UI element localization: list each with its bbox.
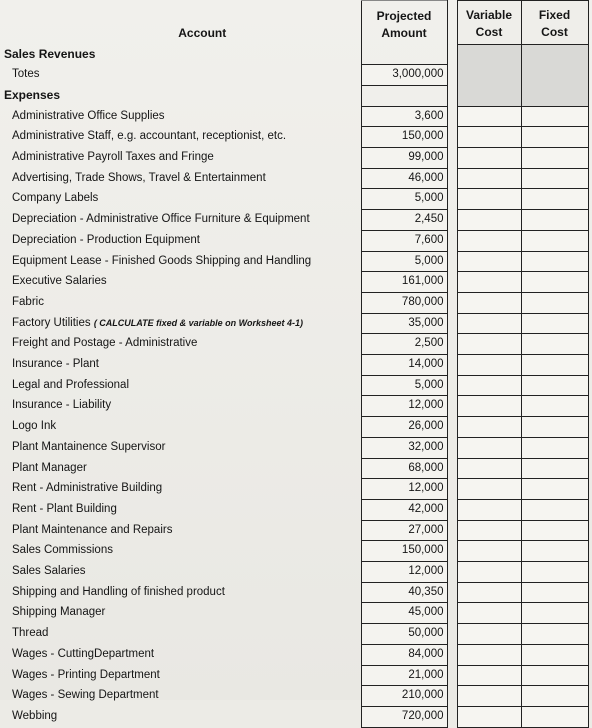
amount-cell[interactable]: 12,000 [361, 562, 447, 583]
fixed-cost-input[interactable] [521, 624, 588, 645]
fixed-cost-input[interactable] [521, 168, 588, 189]
fixed-cost-input[interactable] [521, 251, 588, 272]
fixed-cost-input[interactable] [521, 272, 588, 293]
fixed-cost-input[interactable] [521, 355, 588, 376]
amount-cell[interactable]: 45,000 [361, 603, 447, 624]
amount-cell[interactable]: 720,000 [361, 706, 447, 727]
variable-cost-input[interactable] [457, 189, 521, 210]
table-row [4, 168, 588, 189]
table-row [4, 65, 588, 86]
projected-header-line1: Projected [376, 8, 432, 23]
variable-cost-input[interactable] [457, 624, 521, 645]
spacer [447, 603, 457, 624]
account-text: Equipment Lease - Finished Goods Shipping and Handling [12, 254, 312, 267]
fixed-cost-input[interactable] [521, 665, 588, 686]
variable-cost-input[interactable] [457, 520, 521, 541]
account-label [4, 665, 361, 686]
spacer [447, 458, 457, 479]
account-text: Legal and Professional [12, 378, 129, 391]
spacer [447, 686, 457, 707]
account-label [4, 458, 361, 479]
variable-cost-input[interactable] [457, 168, 521, 189]
account-label [4, 189, 361, 210]
account-label [4, 582, 361, 603]
fixed-cost-input[interactable] [521, 230, 588, 251]
variable-cost-input[interactable] [457, 582, 521, 603]
amount-cell[interactable]: 161,000 [361, 272, 447, 293]
account-label [4, 127, 361, 148]
account-text: Logo Ink [12, 420, 57, 433]
section-label-sales: Sales Revenues [4, 46, 96, 61]
account-label [4, 706, 361, 727]
account-label [4, 603, 361, 624]
amount-cell[interactable]: 35,000 [361, 313, 447, 334]
fixed-cost-input[interactable] [521, 147, 588, 168]
variable-cost-input[interactable] [457, 396, 521, 417]
variable-cost-input[interactable] [457, 334, 521, 355]
spacer [447, 1, 457, 45]
fixed-cost-input[interactable] [521, 313, 588, 334]
account-text: Rent - Administrative Building [12, 482, 163, 495]
account-text: Sales Commissions [12, 544, 113, 557]
table-row [4, 375, 588, 396]
amount-cell[interactable]: 780,000 [361, 292, 447, 313]
section-label-expenses: Expenses [4, 87, 61, 102]
fixed-cost-input[interactable] [521, 479, 588, 500]
account-text: Shipping and Handling of finished product [12, 585, 225, 598]
amount-empty [361, 85, 447, 106]
amount-cell[interactable]: 5,000 [361, 251, 447, 272]
variable-shaded [457, 85, 521, 106]
amount-cell[interactable]: 150,000 [361, 541, 447, 562]
account-label [4, 541, 361, 562]
amount-cell[interactable]: 42,000 [361, 499, 447, 520]
amount-cell[interactable]: 40,350 [361, 582, 447, 603]
fixed-cost-input[interactable] [521, 644, 588, 665]
account-text: Sales Salaries [12, 565, 86, 578]
amount-cell[interactable]: 84,000 [361, 644, 447, 665]
variable-cost-input[interactable] [457, 603, 521, 624]
amount-cell[interactable]: 3,000,000 [361, 65, 447, 86]
table-row [4, 458, 588, 479]
amount-cell[interactable]: 50,000 [361, 624, 447, 645]
section-row-expenses [4, 85, 588, 106]
table-row [4, 624, 588, 645]
amount-cell[interactable]: 2,500 [361, 334, 447, 355]
variable-cost-input[interactable] [457, 686, 521, 707]
spacer [447, 85, 457, 106]
table-row [4, 334, 588, 355]
amount-cell[interactable]: 99,000 [361, 147, 447, 168]
variable-cost-input[interactable] [457, 479, 521, 500]
fixed-shaded [521, 65, 588, 86]
account-text: Freight and Postage - Administrative [12, 337, 198, 350]
account-label [4, 396, 361, 417]
spacer [447, 292, 457, 313]
fixed-header-line1: Fixed [538, 8, 571, 22]
table-row [4, 147, 588, 168]
spacer [447, 272, 457, 293]
account-header: Account [178, 25, 227, 40]
variable-cost-input[interactable] [457, 665, 521, 686]
spacer [447, 189, 457, 210]
spacer [447, 210, 457, 231]
amount-cell[interactable]: 3,600 [361, 106, 447, 127]
variable-header-line2: Cost [475, 25, 503, 39]
table-row [4, 644, 588, 665]
spacer [447, 147, 457, 168]
amount-cell[interactable]: 7,600 [361, 230, 447, 251]
fixed-cost-input[interactable] [521, 375, 588, 396]
table-row [4, 520, 588, 541]
amount-cell[interactable]: 12,000 [361, 396, 447, 417]
amount-cell[interactable]: 2,450 [361, 210, 447, 231]
account-text: Plant Maintenance and Repairs [12, 523, 173, 536]
fixed-cost-input[interactable] [521, 417, 588, 438]
table-row [4, 106, 588, 127]
account-label [4, 313, 361, 334]
account-label [4, 624, 361, 645]
fixed-cost-input[interactable] [521, 189, 588, 210]
spacer [447, 644, 457, 665]
table-row [4, 127, 588, 148]
account-label [4, 292, 361, 313]
spacer [447, 375, 457, 396]
account-label [4, 334, 361, 355]
variable-shaded [457, 65, 521, 86]
fixed-shaded [521, 85, 588, 106]
account-text: Depreciation - Administrative Office Furniture & Equipment [12, 213, 310, 226]
account-label [4, 520, 361, 541]
account-text: Advertising, Trade Shows, Travel & Entertainment [12, 171, 266, 184]
spacer [447, 437, 457, 458]
account-label [4, 479, 361, 500]
amount-cell[interactable]: 26,000 [361, 417, 447, 438]
account-label [4, 437, 361, 458]
fixed-cost-input[interactable] [521, 706, 588, 727]
projected-header-line2: Amount [381, 25, 427, 40]
account-label [4, 210, 361, 231]
account-text: Administrative Payroll Taxes and Fringe [12, 150, 214, 163]
fixed-header-line2: Cost [541, 25, 568, 39]
account-label [4, 106, 361, 127]
variable-cost-input[interactable] [457, 127, 521, 148]
table-row [4, 706, 588, 727]
account-text: Company Labels [12, 192, 99, 205]
spacer [447, 624, 457, 645]
account-text: Administrative Office Supplies [12, 109, 165, 122]
variable-cost-input[interactable] [457, 272, 521, 293]
variable-cost-input[interactable] [457, 458, 521, 479]
spacer [447, 168, 457, 189]
table-row [4, 251, 588, 272]
account-text: Wages - CuttingDepartment [12, 647, 155, 660]
account-text: Factory Utilities [12, 316, 91, 329]
account-text: Insurance - Plant [12, 358, 99, 371]
spacer [447, 562, 457, 583]
variable-cost-input[interactable] [457, 562, 521, 583]
fixed-cost-input[interactable] [521, 520, 588, 541]
spacer [447, 230, 457, 251]
account-text: Wages - Sewing Department [12, 689, 159, 702]
amount-cell[interactable]: 14,000 [361, 355, 447, 376]
spacer [447, 251, 457, 272]
table-row [4, 437, 588, 458]
table-row [4, 665, 588, 686]
table-row [4, 292, 588, 313]
fixed-cost-input[interactable] [521, 396, 588, 417]
fixed-cost-input[interactable] [521, 106, 588, 127]
table-row [4, 479, 588, 500]
account-label [4, 272, 361, 293]
variable-shaded [457, 45, 521, 65]
spacer [447, 665, 457, 686]
spacer [447, 45, 457, 65]
table-row [4, 210, 588, 231]
projected-amount-header [361, 1, 447, 45]
variable-cost-input[interactable] [457, 541, 521, 562]
fixed-cost-input[interactable] [521, 499, 588, 520]
spacer [447, 520, 457, 541]
fixed-cost-input[interactable] [521, 562, 588, 583]
table-row [4, 562, 588, 583]
amount-cell[interactable]: 68,000 [361, 458, 447, 479]
account-label [4, 644, 361, 665]
amount-empty [361, 45, 447, 65]
account-text: Rent - Plant Building [12, 502, 117, 515]
spacer [447, 706, 457, 727]
fixed-cost-input[interactable] [521, 458, 588, 479]
spacer [447, 127, 457, 148]
variable-cost-input[interactable] [457, 417, 521, 438]
amount-cell[interactable]: 21,000 [361, 665, 447, 686]
account-text: Webbing [12, 709, 58, 722]
fixed-cost-input[interactable] [521, 292, 588, 313]
table-row [4, 686, 588, 707]
account-text: Executive Salaries [12, 275, 107, 288]
section-row-sales [4, 45, 588, 65]
table-row [4, 417, 588, 438]
account-text: Depreciation - Production Equipment [12, 233, 200, 246]
fixed-cost-input[interactable] [521, 603, 588, 624]
table-row [4, 582, 588, 603]
account-label [4, 230, 361, 251]
variable-cost-input[interactable] [457, 706, 521, 727]
table-row [4, 313, 588, 334]
account-text: Administrative Staff, e.g. accountant, receptionist, etc. [12, 130, 287, 143]
variable-cost-input[interactable] [457, 313, 521, 334]
variable-cost-input[interactable] [457, 355, 521, 376]
variable-header-line1: Variable [465, 8, 513, 22]
account-text: Plant Mantainence Supervisor [12, 440, 166, 453]
account-label [4, 355, 361, 376]
account-text: Plant Manager [12, 461, 87, 474]
variable-cost-input[interactable] [457, 210, 521, 231]
variable-cost-header [457, 1, 521, 45]
account-text: Insurance - Liability [12, 399, 112, 412]
variable-cost-input[interactable] [457, 437, 521, 458]
account-label [4, 147, 361, 168]
spacer [447, 499, 457, 520]
fixed-cost-input[interactable] [521, 210, 588, 231]
table-row [4, 396, 588, 417]
table-row [4, 189, 588, 210]
account-text: Wages - Printing Department [12, 668, 160, 681]
spacer [447, 65, 457, 86]
account-label [4, 417, 361, 438]
account-label [4, 251, 361, 272]
spacer [447, 479, 457, 500]
spacer [447, 541, 457, 562]
account-label [4, 168, 361, 189]
account-label: Totes [12, 68, 40, 81]
variable-cost-input[interactable] [457, 499, 521, 520]
fixed-cost-header [521, 1, 588, 45]
spacer [447, 313, 457, 334]
fixed-cost-input[interactable] [521, 437, 588, 458]
amount-cell[interactable]: 12,000 [361, 479, 447, 500]
variable-cost-input[interactable] [457, 251, 521, 272]
variable-cost-input[interactable] [457, 147, 521, 168]
amount-cell[interactable]: 5,000 [361, 375, 447, 396]
spacer [447, 334, 457, 355]
worksheet-note: ( CALCULATE fixed & variable on Worksheet 4-1) [93, 317, 304, 328]
fixed-cost-input[interactable] [521, 541, 588, 562]
cost-classification-table [4, 0, 589, 728]
spacer [447, 106, 457, 127]
spacer [447, 582, 457, 603]
amount-cell[interactable]: 5,000 [361, 189, 447, 210]
account-label [4, 499, 361, 520]
table-row [4, 230, 588, 251]
variable-cost-input[interactable] [457, 644, 521, 665]
fixed-cost-input[interactable] [521, 686, 588, 707]
account-text: Shipping Manager [12, 606, 106, 619]
variable-cost-input[interactable] [457, 292, 521, 313]
amount-cell[interactable]: 27,000 [361, 520, 447, 541]
variable-cost-input[interactable] [457, 375, 521, 396]
amount-cell[interactable]: 46,000 [361, 168, 447, 189]
table-row [4, 355, 588, 376]
table-row [4, 541, 588, 562]
spacer [447, 355, 457, 376]
account-text: Fabric [12, 295, 44, 308]
fixed-shaded [521, 45, 588, 65]
header-row [4, 1, 588, 45]
variable-cost-input[interactable] [457, 230, 521, 251]
amount-cell[interactable]: 150,000 [361, 127, 447, 148]
spacer [447, 417, 457, 438]
amount-cell[interactable]: 32,000 [361, 437, 447, 458]
spacer [447, 396, 457, 417]
table-row [4, 272, 588, 293]
fixed-cost-input[interactable] [521, 334, 588, 355]
fixed-cost-input[interactable] [521, 127, 588, 148]
variable-cost-input[interactable] [457, 106, 521, 127]
account-label [4, 686, 361, 707]
fixed-cost-input[interactable] [521, 582, 588, 603]
account-label [4, 375, 361, 396]
account-label [4, 562, 361, 583]
table-row [4, 499, 588, 520]
amount-cell[interactable]: 210,000 [361, 686, 447, 707]
account-text: Thread [12, 627, 49, 640]
table-row [4, 603, 588, 624]
